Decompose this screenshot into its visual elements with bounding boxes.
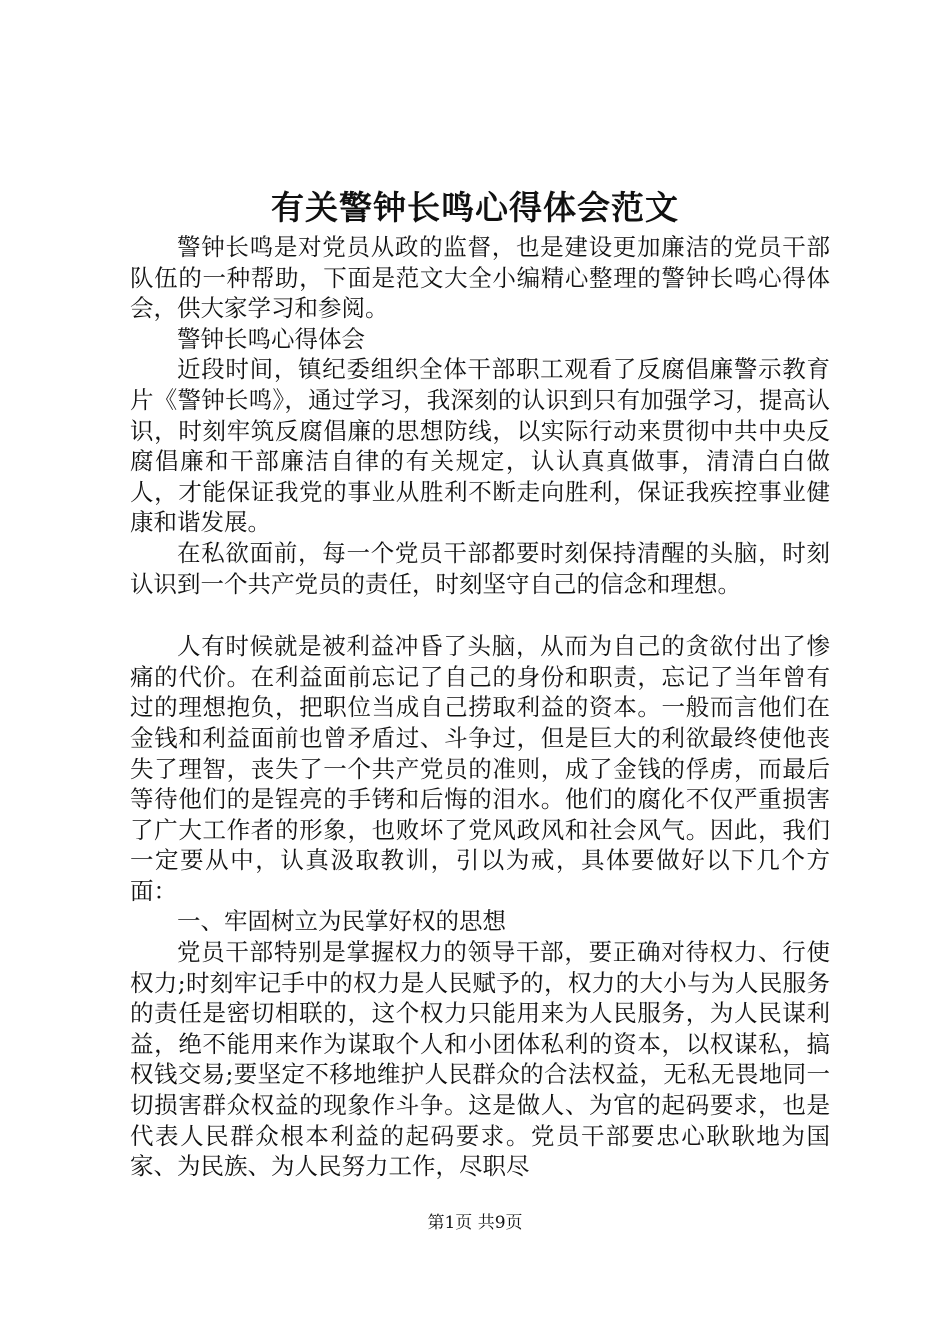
blank-line xyxy=(130,599,830,631)
paragraph: 在私欲面前，每一个党员干部都要时刻保持清醒的头脑，时刻认识到一个共产党员的责任，时刻坚守自己的信念和理想。 xyxy=(130,538,830,598)
paragraph-intro: 警钟长鸣是对党员从政的监督，也是建设更加廉洁的党员干部队伍的一种帮助，下面是范文大全小编精心整理的警钟长鸣心得体会，供大家学习和参阅。 xyxy=(130,233,830,323)
paragraph: 近段时间，镇纪委组织全体干部职工观看了反腐倡廉警示教育片《警钟长鸣》，通过学习，我深刻的认识到只有加强学习，提高认识，时刻牢筑反腐倡廉的思想防线，以实际行动来贯彻中共中央反腐倡廉和干部廉洁自律的有关规定，认认真真做事，清清白白做人，才能保证我党的事业从胜利不断走向胜利，保证我疾控事业健康和谐发展。 xyxy=(130,355,830,537)
document-body xyxy=(130,232,830,1182)
page-number: 第1页 共9页 xyxy=(427,1213,523,1233)
section-heading: 一、牢固树立为民掌好权的思想 xyxy=(177,907,506,936)
paragraph: 人有时候就是被利益冲昏了头脑，从而为自己的贪欲付出了惨痛的代价。在利益面前忘记了自己的身份和职责，忘记了当年曾有过的理想抱负，把职位当成自己捞取利益的资本。一般而言他们在金钱和利益面前也曾矛盾过、斗争过，但是巨大的利欲最终使他丧失了理智，丧失了一个共产党员的准则，成了金钱的俘虏，而最后等待他们的是锃亮的手铐和后悔的泪水。他们的腐化不仅严重损害了广大工作者的形象，也败坏了党风政风和社会风气。因此，我们一定要从中，认真汲取教训，引以为戒，具体要做好以下几个方面： xyxy=(130,632,830,905)
document-title: 有关警钟长鸣心得体会范文 xyxy=(271,188,679,227)
paragraph: 党员干部特别是掌握权力的领导干部，要正确对待权力、行使权力;时刻牢记手中的权力是人民赋予的，权力的大小与为人民服务的责任是密切相联的，这个权力只能用来为人民服务，为人民谋利益，绝不能用来作为谋取个人和小团体私利的资本，以权谋私，搞权钱交易;要坚定不移地维护人民群众的合法权益，无私无畏地同一切损害群众权益的现象作斗争。这是做人、为官的起码要求，也是代表人民群众根本利益的起码要求。党员干部要忠心耿耿地为国家、为民族、为人民努力工作，尽职尽 xyxy=(130,938,830,1181)
section-heading: 警钟长鸣心得体会 xyxy=(177,324,365,353)
